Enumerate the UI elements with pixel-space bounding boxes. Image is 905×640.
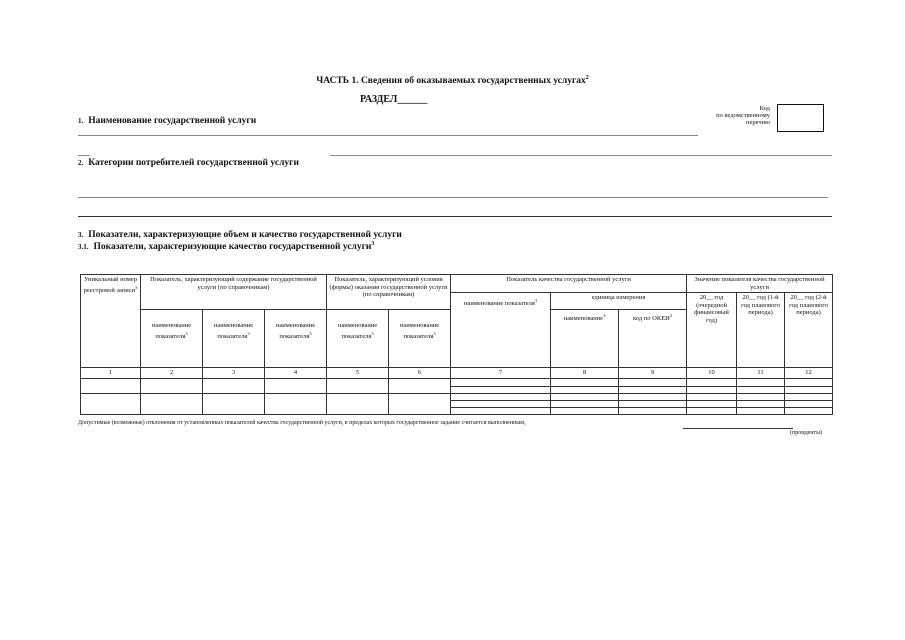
table-cell[interactable] xyxy=(551,379,619,387)
section-2-line-b xyxy=(78,216,832,217)
section-2-number: 2. xyxy=(78,159,84,167)
title-footnote: 2 xyxy=(585,75,589,81)
section-3 xyxy=(78,230,402,240)
header-content-name-3: наименование показателя$^3$ xyxy=(265,310,327,368)
col-num-10: 10 xyxy=(687,368,737,379)
section-2-line-right xyxy=(330,155,832,156)
table-cell[interactable] xyxy=(737,386,785,394)
section-3-number: 3. xyxy=(78,231,84,239)
header-content: Показатель, характеризующий содержание государственной услуги (по справочникам) xyxy=(141,275,327,310)
col-num-5: 5 xyxy=(327,368,389,379)
table-cell[interactable] xyxy=(551,408,619,415)
header-quality: Показатель качества государственной услуги xyxy=(451,275,687,293)
table-cell[interactable] xyxy=(327,379,389,394)
kod-input-box[interactable] xyxy=(777,104,824,132)
table-cell[interactable] xyxy=(737,401,785,408)
header-year-3: 20__ год (2-й год планового периода) xyxy=(785,293,833,368)
header-year-2: 20__ год (1-й год планового периода) xyxy=(737,293,785,368)
header-content-name-1: наименование показателя$^3$ xyxy=(141,310,203,368)
razdel-label: РАЗДЕЛ______ xyxy=(360,94,428,105)
section-3-1-number: 3.1. xyxy=(78,243,89,252)
table-cell[interactable] xyxy=(737,408,785,415)
table-cell[interactable] xyxy=(785,379,833,387)
header-year-1: 20__ год (очередной финансовый год) xyxy=(687,293,737,368)
table-cell[interactable] xyxy=(451,394,551,401)
col-num-3: 3 xyxy=(203,368,265,379)
header-unique-number: Уникальный номер реестровой записи$^3$ xyxy=(81,275,141,368)
header-unit: единица измерения xyxy=(551,293,687,310)
title-text: ЧАСТЬ 1. Сведения об оказываемых государственных услугах xyxy=(316,76,586,87)
section-1-number: 1. xyxy=(78,117,84,125)
header-quality-name: наименование показателя$^3$ xyxy=(451,293,551,368)
kod-line-3: перечню xyxy=(746,119,770,126)
table-cell[interactable] xyxy=(551,401,619,408)
table-cell[interactable] xyxy=(81,394,141,415)
section-1-line xyxy=(78,135,698,136)
table-cell[interactable] xyxy=(81,379,141,394)
header-okei-code: код по ОКЕИ$^3$ xyxy=(619,310,687,368)
col-num-8: 8 xyxy=(551,368,619,379)
table-cell[interactable] xyxy=(785,394,833,401)
table-cell[interactable] xyxy=(737,379,785,387)
table-cell[interactable] xyxy=(737,394,785,401)
section-1-label: Наименование государственной услуги xyxy=(88,116,257,126)
col-num-9: 9 xyxy=(619,368,687,379)
section-2-line-short xyxy=(78,155,90,156)
table-cell[interactable] xyxy=(451,401,551,408)
column-numbers-row xyxy=(81,368,833,379)
table-cell[interactable] xyxy=(203,394,265,415)
table-cell[interactable] xyxy=(785,386,833,394)
section-2-label: Категории потребителей государственной услуги xyxy=(88,158,299,168)
section-2 xyxy=(78,158,299,168)
table-cell[interactable] xyxy=(687,394,737,401)
kod-line-2: по ведомственному xyxy=(716,112,770,119)
header-unit-name: наименование$^3$ xyxy=(551,310,619,368)
table-cell[interactable] xyxy=(451,408,551,415)
deviation-note: Допустимые (возможные) отклонения от установленных показателей качества государственной услуги, в пределах которых государственное задание считается выполненным, xyxy=(78,420,526,426)
table-cell[interactable] xyxy=(389,394,451,415)
deviation-unit: (процценты) xyxy=(790,430,823,436)
table-cell[interactable] xyxy=(687,408,737,415)
table-cell[interactable] xyxy=(619,408,687,415)
table-cell[interactable] xyxy=(619,401,687,408)
col-num-6: 6 xyxy=(389,368,451,379)
table-row xyxy=(81,379,833,387)
section-2-line-a xyxy=(78,197,828,198)
table-cell[interactable] xyxy=(141,394,203,415)
table-cell[interactable] xyxy=(619,379,687,387)
table-cell[interactable] xyxy=(389,379,451,394)
section-3-1 xyxy=(78,241,374,252)
section-3-1-footnote: 3 xyxy=(371,241,375,247)
kod-label xyxy=(690,105,770,126)
table-cell[interactable] xyxy=(551,386,619,394)
col-num-7: 7 xyxy=(451,368,551,379)
header-value: Значение показателя качества государственной услуги xyxy=(687,275,833,293)
section-1 xyxy=(78,116,256,126)
deviation-input-line[interactable] xyxy=(683,428,793,429)
table-cell[interactable] xyxy=(451,379,551,387)
table-cell[interactable] xyxy=(619,394,687,401)
section-3-1-label: Показатели, характеризующие качество государственной услуги xyxy=(93,242,372,253)
table-cell[interactable] xyxy=(687,386,737,394)
table-row xyxy=(81,394,833,401)
col-num-2: 2 xyxy=(141,368,203,379)
page-title xyxy=(0,75,905,86)
header-condition-name-1: наименование показателя$^3$ xyxy=(327,310,389,368)
table-cell[interactable] xyxy=(785,401,833,408)
table-cell[interactable] xyxy=(785,408,833,415)
table-cell[interactable] xyxy=(451,386,551,394)
table-cell[interactable] xyxy=(327,394,389,415)
header-conditions: Показатель, характеризующий условия (формы) оказания государственной услуги (по справочникам) xyxy=(327,275,451,310)
header-condition-name-2: наименование показателя$^3$ xyxy=(389,310,451,368)
col-num-1: 1 xyxy=(81,368,141,379)
col-num-12: 12 xyxy=(785,368,833,379)
table-cell[interactable] xyxy=(141,379,203,394)
kod-line-1: Код xyxy=(759,105,770,112)
table-cell[interactable] xyxy=(265,394,327,415)
col-num-11: 11 xyxy=(737,368,785,379)
header-content-name-2: наименование показателя$^3$ xyxy=(203,310,265,368)
quality-table xyxy=(80,274,833,415)
col-num-4: 4 xyxy=(265,368,327,379)
table-cell[interactable] xyxy=(687,379,737,387)
table-cell[interactable] xyxy=(203,379,265,394)
table-cell[interactable] xyxy=(687,401,737,408)
table-cell[interactable] xyxy=(619,386,687,394)
header-row-1 xyxy=(81,275,833,293)
table-cell[interactable] xyxy=(265,379,327,394)
table-cell[interactable] xyxy=(551,394,619,401)
section-3-label: Показатели, характеризующие объем и качество государственной услуги xyxy=(88,230,402,240)
